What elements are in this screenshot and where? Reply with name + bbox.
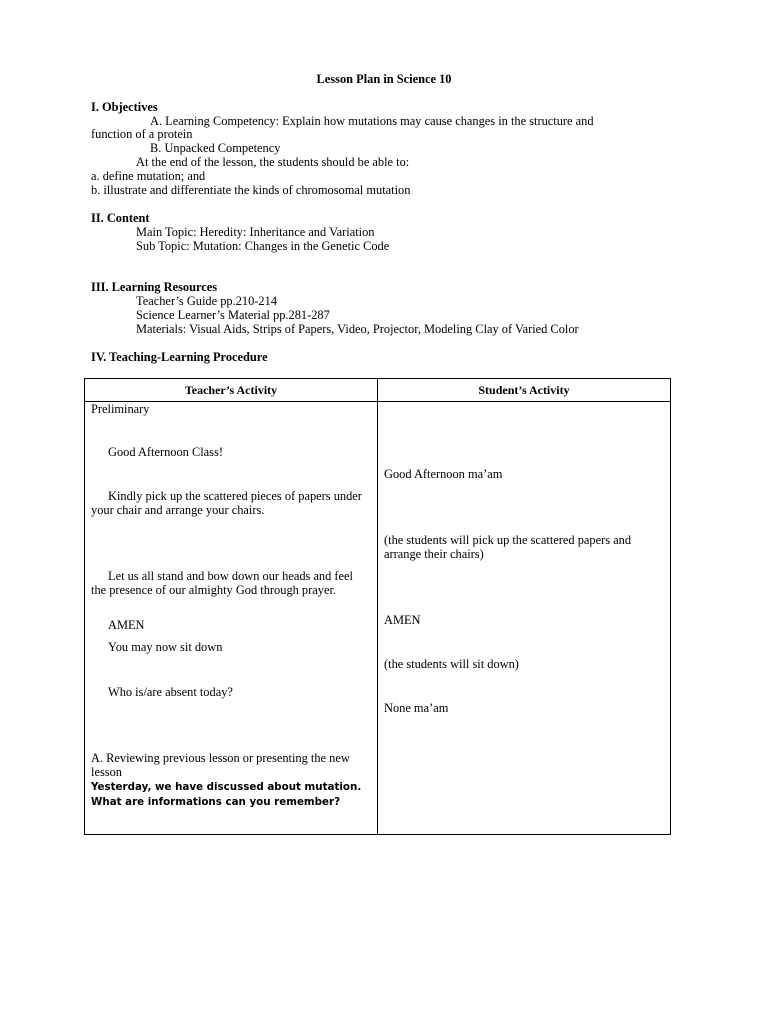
main-topic: Main Topic: Heredity: Inheritance and Variation	[136, 225, 375, 239]
objectives-heading: I. Objectives	[91, 100, 158, 114]
student-activity-cell	[378, 402, 671, 835]
teacher-prayer-instruction: Let us all stand and bow down our heads and feel the presence of our almighty God through prayer.	[91, 569, 353, 597]
table-row	[85, 402, 671, 835]
preliminary-label: Preliminary	[91, 402, 150, 416]
page-title: Lesson Plan in Science 10	[316, 72, 452, 86]
procedure-heading: IV. Teaching-Learning Procedure	[91, 350, 268, 364]
teacher-pickup-instruction: Kindly pick up the scattered pieces of papers under your chair and arrange your chairs.	[91, 489, 362, 517]
learning-competency-line2: function of a protein	[91, 127, 193, 141]
resources-heading: III. Learning Resources	[91, 280, 218, 294]
learning-competency-line1: A. Learning Competency: Explain how mutations may cause changes in the structure and	[150, 114, 594, 128]
student-pickup-response: (the students will pick up the scattered papers and arrange their chairs)	[384, 533, 632, 561]
teacher-amen: AMEN	[108, 618, 145, 632]
teacher-review-question: Yesterday, we have discussed about mutation. What are informations can you remember?	[91, 781, 362, 808]
student-attendance-response: None ma’am	[384, 701, 449, 715]
student-greeting: Good Afternoon ma’am	[384, 467, 503, 481]
teacher-greeting: Good Afternoon Class!	[108, 445, 223, 459]
reviewing-previous-lesson: A. Reviewing previous lesson or presenting the new lesson	[91, 751, 350, 779]
learners-material: Science Learner’s Material pp.281-287	[136, 308, 330, 322]
table-header-row	[85, 379, 671, 402]
student-amen: AMEN	[384, 613, 421, 627]
teachers-guide: Teacher’s Guide pp.210-214	[136, 294, 278, 308]
content-heading: II. Content	[91, 211, 150, 225]
unpacked-competency: B. Unpacked Competency	[150, 141, 281, 155]
teacher-activity-header: Teacher’s Activity	[85, 379, 378, 402]
objectives-intro: At the end of the lesson, the students should be able to:	[136, 155, 410, 169]
student-activity-header: Student’s Activity	[378, 379, 671, 402]
teacher-sit-down: You may now sit down	[108, 640, 223, 654]
teacher-attendance-question: Who is/are absent today?	[108, 685, 233, 699]
materials: Materials: Visual Aids, Strips of Papers, Video, Projector, Modeling Clay of Varied Color	[136, 322, 579, 336]
objective-a: a. define mutation; and	[91, 169, 206, 183]
sub-topic: Sub Topic: Mutation: Changes in the Genetic Code	[136, 239, 390, 253]
objective-b: b. illustrate and differentiate the kinds of chromosomal mutation	[91, 183, 411, 197]
student-sit-response: (the students will sit down)	[384, 657, 519, 671]
teacher-activity-cell	[85, 402, 378, 835]
procedure-table	[84, 378, 671, 835]
